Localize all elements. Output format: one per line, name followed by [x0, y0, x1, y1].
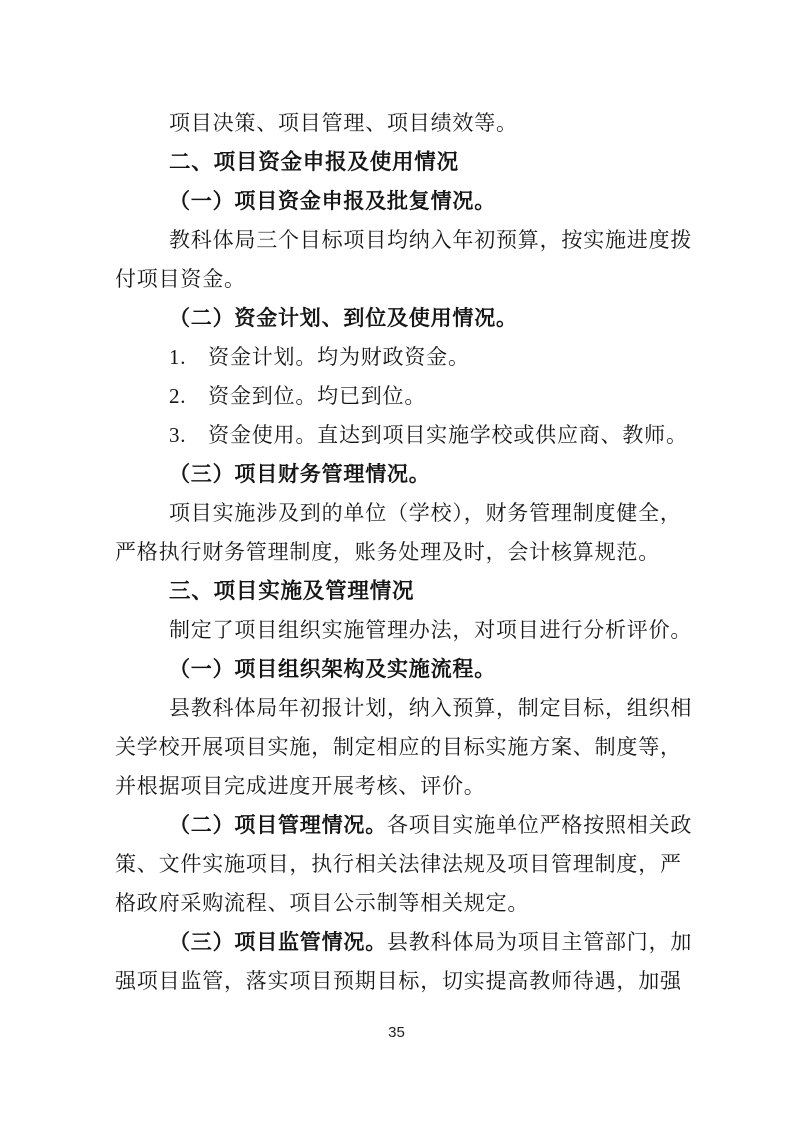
body-text: 付项目资金。 — [115, 267, 246, 291]
body-line — [115, 767, 685, 806]
subsection-heading-text: （一）项目组织架构及实施流程。 — [169, 657, 496, 681]
body-text: 各项目实施单位严格按照相关政 — [387, 813, 693, 837]
body-text: 教科体局三个目标项目均纳入年初预算，按实施进度拨 — [169, 228, 693, 252]
subsection-heading-text: （二）资金计划、到位及使用情况。 — [169, 306, 518, 330]
body-text: 关学校开展项目实施，制定相应的目标实施方案、制度等， — [115, 735, 682, 759]
body-text: 策、文件实施项目，执行相关法律法规及项目管理制度，严 — [115, 852, 682, 876]
inline-subsection-heading-3-3: （三）项目监管情况。 — [169, 930, 387, 954]
section-heading-text: 三、项目实施及管理情况 — [169, 579, 415, 603]
body-line — [115, 494, 685, 533]
body-text: 县教科体局为项目主管部门，加 — [387, 930, 693, 954]
body-text: 项目决策、项目管理、项目绩效等。 — [169, 111, 518, 135]
page-number: 35 — [388, 1024, 405, 1041]
numbered-item-2 — [115, 377, 685, 416]
body-text: 并根据项目完成进度开展考核、评价。 — [115, 774, 486, 798]
body-line — [115, 611, 693, 650]
body-line — [115, 845, 685, 884]
numbered-item-text: 1. 资金计划。均为财政资金。 — [169, 345, 470, 369]
subsection-heading-2-1 — [115, 182, 685, 221]
body-line — [115, 884, 685, 923]
document-body — [115, 104, 693, 1001]
body-line — [115, 260, 685, 299]
body-text: 强项目监管，落实项目预期目标，切实提高教师待遇，加强 — [115, 969, 682, 993]
body-text: 项目实施涉及到的单位（学校），财务管理制度健全， — [169, 501, 682, 525]
subsection-heading-text: （一）项目资金申报及批复情况。 — [169, 189, 496, 213]
body-line — [115, 806, 693, 845]
section-heading-2 — [115, 143, 685, 182]
body-text: 格政府采购流程、项目公示制等相关规定。 — [115, 891, 530, 915]
body-line — [115, 923, 693, 962]
body-text: 制定了项目组织实施管理办法，对项目进行分析评价。 — [169, 618, 693, 642]
numbered-item-text: 3. 资金使用。直达到项目实施学校或供应商、教师。 — [169, 423, 688, 447]
subsection-heading-text: （三）项目财务管理情况。 — [169, 462, 431, 486]
numbered-item-3 — [115, 416, 688, 455]
subsection-heading-2-2 — [115, 299, 685, 338]
numbered-item-1 — [115, 338, 685, 377]
numbered-item-text: 2. 资金到位。均已到位。 — [169, 384, 427, 408]
section-heading-text: 二、项目资金申报及使用情况 — [169, 150, 459, 174]
subsection-heading-2-3 — [115, 455, 685, 494]
body-line — [115, 728, 685, 767]
body-line — [115, 689, 693, 728]
body-text: 严格执行财务管理制度，账务处理及时，会计核算规范。 — [115, 540, 660, 564]
body-text: 县教科体局年初报计划，纳入预算，制定目标，组织相 — [169, 696, 693, 720]
body-line — [115, 533, 685, 572]
subsection-heading-3-1 — [115, 650, 685, 689]
inline-subsection-heading-3-2: （二）项目管理情况。 — [169, 813, 387, 837]
body-line — [115, 962, 685, 1001]
body-line — [115, 221, 693, 260]
body-line — [115, 104, 685, 143]
section-heading-3 — [115, 572, 685, 611]
